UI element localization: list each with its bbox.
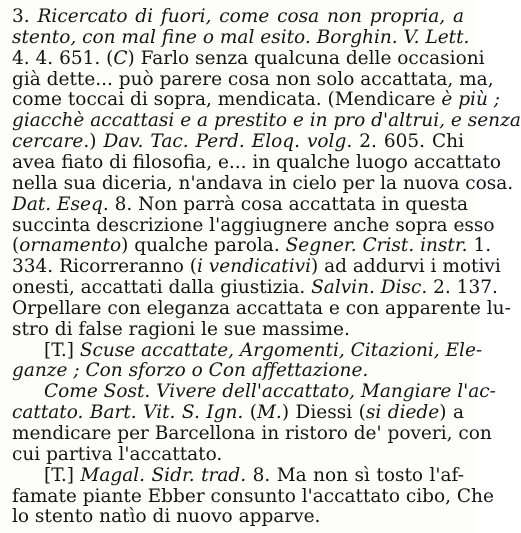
- text-segment: 1.: [467, 235, 492, 257]
- text-segment: come toccai di sopra, mendicata. (Mendicare: [12, 89, 442, 111]
- italic-text-segment: Ricercato di fuori, come cosa non propria, a: [37, 6, 464, 27]
- italic-text-segment: Salvin. Disc.: [311, 277, 428, 299]
- text-segment: 2. 605. Chi: [352, 131, 464, 153]
- text-segment: 334. Ricorreranno (: [12, 256, 197, 278]
- text-segment: [T.]: [44, 339, 80, 361]
- italic-text-segment: Segner. Crist. instr.: [285, 235, 468, 257]
- text-segment: ) qualche parola.: [121, 235, 286, 257]
- italic-text-segment: cercare: [12, 131, 84, 153]
- text-segment: 8. Non parrà cosa accattata in questa: [108, 193, 469, 215]
- text-segment: avea fiato di filosofia, e... in qualche luogo accattato: [12, 151, 502, 173]
- italic-text-segment: stento, con mal fine o mal esito. Borghin. V. Lett.: [12, 26, 470, 48]
- italic-text-segment: è più ;: [441, 89, 500, 111]
- text-segment: 2. 137.: [427, 277, 498, 299]
- italic-text-segment: si diede: [365, 402, 440, 424]
- text-segment: famate piante Ebber consunto l'accattato cibo, Che: [12, 485, 494, 507]
- text-segment: ) Farlo senza qualcuna delle occasioni: [127, 47, 485, 69]
- text-segment: ) Diessi (: [281, 402, 366, 424]
- italic-text-segment: Come Sost. Vivere dell'accattato, Mangiare l'ac-: [44, 381, 496, 403]
- text-segment: nella sua diceria, n'andava in cielo per la nuova cosa.: [12, 172, 514, 194]
- italic-text-segment: i vendicativi: [197, 256, 311, 278]
- text-segment: mendicare per Barcellona in ristoro de' poveri, con: [12, 423, 492, 444]
- text-segment: (: [243, 402, 257, 424]
- text-segment: ) ad addurvi i motivi: [310, 256, 501, 278]
- italic-text-segment: ornamento: [19, 235, 122, 257]
- text-segment: .): [83, 131, 104, 153]
- text-segment: 8. Ma non sì tosto l'af-: [246, 464, 464, 486]
- text-line: [12, 505, 464, 529]
- text-segment: (: [12, 235, 20, 257]
- text-segment: già dette... può parere cosa non solo accattata, ma,: [12, 68, 494, 90]
- text-segment: cui partiva l'accattato.: [12, 443, 223, 465]
- italic-text-segment: cattato. Bart. Vit. S. Ign.: [12, 402, 244, 424]
- text-segment: [T.]: [44, 464, 81, 486]
- italic-text-segment: Dav. Tac. Perd. Eloq. volg.: [103, 131, 353, 153]
- italic-text-segment: M.: [256, 402, 282, 424]
- text-segment: 4. 4. 651. (: [12, 47, 114, 69]
- italic-text-segment: giacchè accattasi e a prestito e in pro d'altrui, e senza: [12, 110, 521, 132]
- italic-text-segment: Magal. Sidr. trad.: [80, 464, 247, 486]
- italic-text-segment: Scuse accattate, Argomenti, Citazioni, Ele-: [79, 339, 483, 361]
- italic-text-segment: ganze ; Con sforzo o Con affettazione.: [12, 360, 369, 382]
- italic-text-segment: Dat. Eseq.: [12, 193, 109, 215]
- text-segment: lo stento natìo di nuovo apparve.: [12, 506, 321, 528]
- text-segment: ) a: [439, 402, 464, 424]
- text-segment: stro di false ragioni le sue massime.: [12, 318, 350, 340]
- text-segment: 3.: [12, 6, 38, 27]
- text-segment: succinta descrizione l'aggiugnere anche sopra esso: [12, 214, 495, 236]
- text-segment: onesti, accattati dalla giustizia.: [12, 277, 312, 299]
- italic-text-segment: C: [113, 47, 128, 69]
- text-segment: Orpellare con eleganza accattata e con apparente lu-: [12, 297, 511, 319]
